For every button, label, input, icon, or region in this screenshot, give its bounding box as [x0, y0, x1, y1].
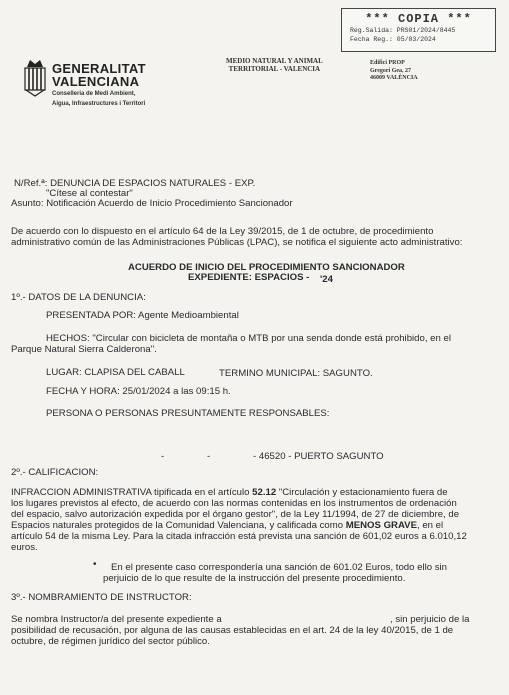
s1-hechos-line1: HECHOS: "Circular con bicicleta de montaña o MTB por una senda donde está prohibido, en el	[46, 333, 451, 344]
s2-line5: artículo 54 de la misma Ley. Para la citada infracción está prevista una sanción de 601,02 euros a 6.010,12	[11, 531, 467, 542]
address-line2: Gregori Gea, 27	[370, 67, 412, 74]
service-line2: TERRITORIAL - VALENCIA	[228, 65, 321, 73]
s1-address-dash: -	[161, 451, 165, 462]
s3-line1-a: Se nombra Instructor/a del presente expediente a	[11, 614, 222, 625]
s2-bullet-icon: •	[93, 559, 97, 570]
s2-line2: los lugares previstos al efecto, de acuerdo con las normas contenidas en los instrumentos de ordenación	[11, 498, 457, 509]
service-header	[226, 57, 323, 73]
org-line1: GENERALITAT	[52, 61, 146, 76]
service-line1: MEDIO NATURAL Y ANIMAL	[226, 57, 323, 65]
s2-line6: euros.	[11, 542, 38, 553]
s2-bullet-line1: En el presente caso correspondería una sanción de 601.02 Euros, todo ello sin	[111, 562, 448, 573]
s1-personas: PERSONA O PERSONAS PRESUNTAMENTE RESPONSABLES:	[46, 408, 330, 419]
doc-title-line1: ACUERDO DE INICIO DEL PROCEDIMIENTO SANCIONADOR	[128, 262, 405, 273]
s3-line2: posibilidad de recusación, por alguna de las causas establecidas en el art. 24 de la ley 40/2015, de 1 de	[11, 625, 454, 636]
s2-severity: MENOS GRAVE	[345, 520, 417, 531]
stamp-fecha-reg: Fecha Reg.: 05/03/2024	[350, 36, 436, 43]
s2-line4-a: Espacios naturales protegidos de la Comunidad Valenciana, y calificada como	[11, 520, 346, 531]
generalitat-logo-icon	[22, 56, 48, 98]
s2-line4-c: , en el	[416, 520, 444, 531]
s2-line1	[11, 487, 448, 498]
s1-heading: 1º.- DATOS DE LA DENUNCIA:	[11, 292, 146, 303]
ref-asunto: Asunto: Notificación Acuerdo de Inicio Procedimiento Sancionador	[11, 198, 293, 209]
copy-stamp	[341, 8, 496, 52]
ref-citese: "Cítese al contestar"	[46, 188, 133, 199]
s1-address-dash2: -	[207, 451, 211, 462]
s2-article: 52.12	[252, 487, 277, 498]
s3-line3: octubre, de régimen jurídico del sector público.	[11, 636, 210, 647]
intro-line2: administrativo común de las Administraciones Públicas (LPAC), se notifica el siguiente acto administrativo:	[11, 237, 463, 248]
s1-address: - 46520 - PUERTO SAGUNTO	[253, 451, 384, 462]
dept-line1: Conselleria de Medi Ambient,	[52, 91, 136, 97]
s1-hechos-line2: Parque Natural Sierra Calderona".	[11, 344, 157, 355]
s2-line1-a: INFRACCION ADMINISTRATIVA tipificada en el artículo	[11, 487, 253, 498]
address-line3: 46009 VALÈNCIA	[370, 75, 418, 81]
s2-line1-c: "Circulación y estacionamiento fuera de	[276, 487, 448, 498]
s2-bullet-line2: perjuicio de lo que resulte de la instrucción del presente procedimiento.	[103, 573, 406, 584]
intro-line1: De acuerdo con lo dispuesto en el artículo 64 de la Ley 39/2015, de 1 de octubre, de procedimiento	[11, 226, 434, 237]
ref-nref: N/Ref.ª: DENUNCIA DE ESPACIOS NATURALES - EXP.	[14, 178, 256, 189]
doc-title-year: '24	[320, 274, 333, 285]
doc-title-line2: EXPEDIENTE: ESPACIOS -	[188, 272, 310, 283]
s3-line1-b: , sin perjuicio de la	[390, 614, 470, 625]
s1-lugar: LUGAR: CLAPISA DEL CABALL	[46, 367, 185, 378]
stamp-reg-salida: Reg.Salida: PRS01/2024/8445	[350, 27, 456, 34]
address-line1: Edifici PROP	[370, 60, 405, 66]
address-header	[370, 60, 418, 83]
s3-heading: 3º.- NOMBRAMIENTO DE INSTRUCTOR:	[11, 592, 192, 603]
stamp-title: *** COPIA ***	[365, 12, 472, 26]
s2-heading: 2º.- CALIFICACION:	[11, 467, 99, 478]
org-block	[52, 62, 146, 108]
s2-line3: del espacio, salvo autorización expedida por el órgano gestor", de la Ley 11/1994, de 27 de diciembre, de	[11, 509, 460, 520]
s1-presentada: PRESENTADA POR: Agente Medioambiental	[46, 310, 239, 321]
s1-termino: TERMINO MUNICIPAL: SAGUNTO.	[219, 368, 373, 379]
s1-fecha: FECHA Y HORA: 25/01/2024 a las 09:15 h.	[46, 386, 231, 397]
dept-line2: Aigua, Infraestructures i Territori	[52, 101, 146, 107]
org-line2: VALENCIANA	[52, 74, 140, 89]
s2-line4	[11, 520, 443, 531]
